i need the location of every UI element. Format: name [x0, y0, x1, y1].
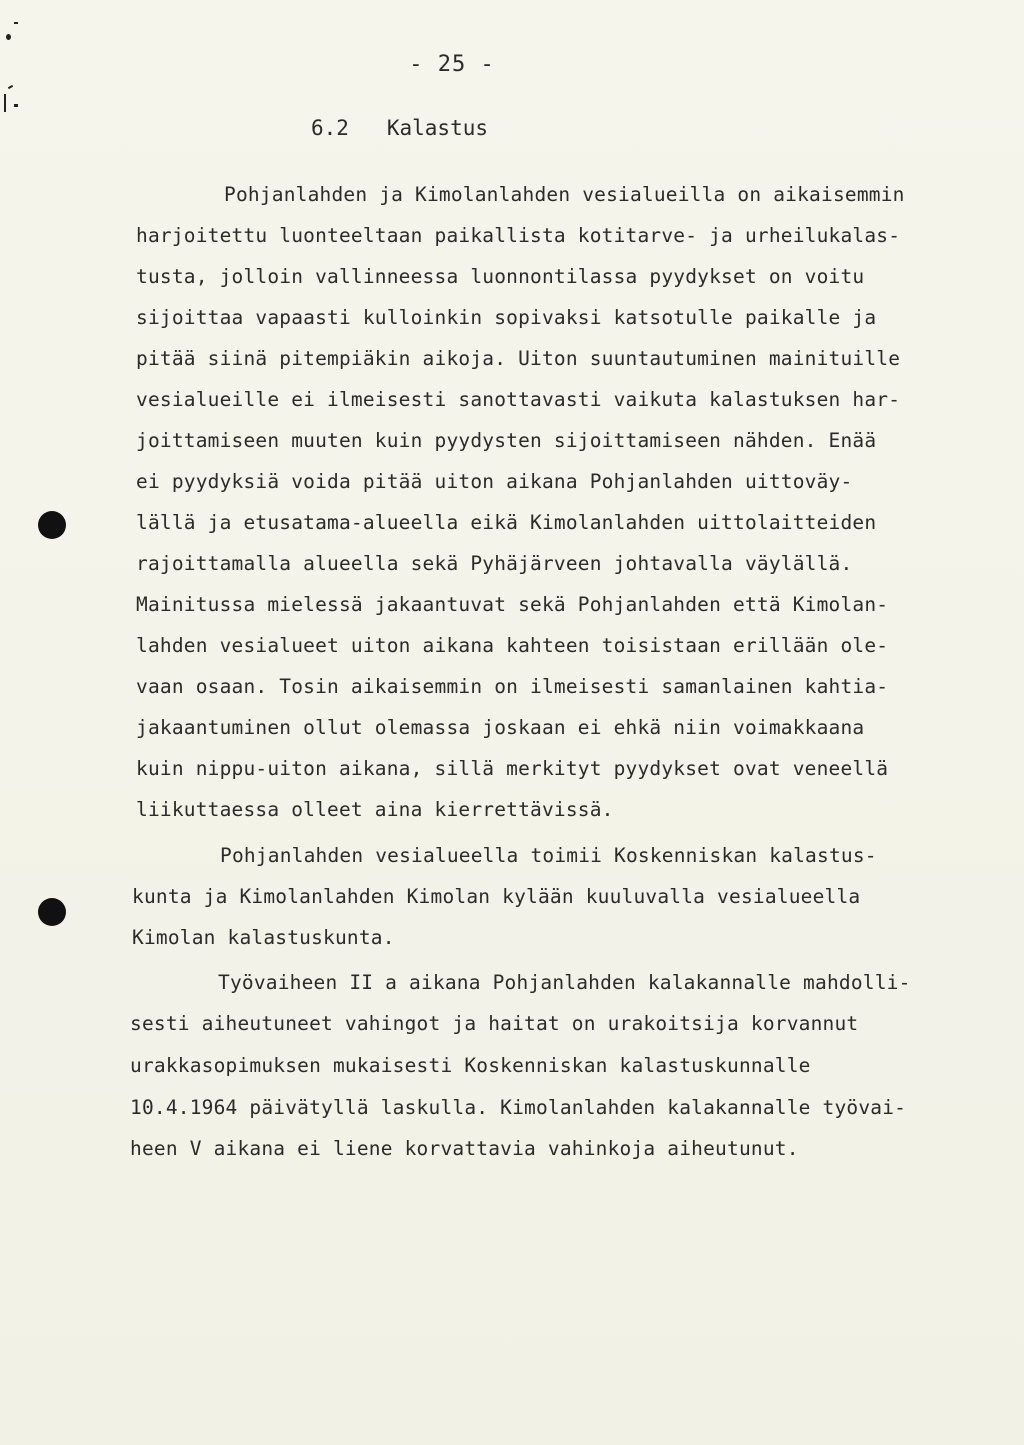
- text-line: rajoittamalla alueella sekä Pyhäjärveen johtavalla väylällä.: [136, 552, 853, 575]
- text-line: ei pyydyksiä voida pitää uiton aikana Pohjanlahden uittoväy-: [136, 470, 853, 493]
- text-line: joittamiseen muuten kuin pyydysten sijoittamiseen nähden. Enää: [136, 429, 877, 452]
- scan-mark: [14, 104, 18, 107]
- text-line: harjoitettu luonteeltaan paikallista kotitarve- ja urheilukalas-: [136, 224, 901, 247]
- scan-mark: [14, 22, 18, 24]
- text-line: Kimolan kalastuskunta.: [132, 926, 395, 949]
- punch-hole: [38, 898, 66, 926]
- scan-mark: [4, 94, 6, 112]
- text-line: pitää siinä pitempiäkin aikoja. Uiton suuntautuminen mainituille: [136, 347, 901, 370]
- text-line: lällä ja etusatama-alueella eikä Kimolanlahden uittolaitteiden: [136, 511, 877, 534]
- text-line: Pohjanlahden vesialueella toimii Koskenniskan kalastus-: [220, 844, 877, 867]
- text-line: lahden vesialueet uiton aikana kahteen toisistaan erillään ole-: [136, 634, 889, 657]
- scan-mark: [6, 34, 11, 40]
- text-line: Pohjanlahden ja Kimolanlahden vesialueilla on aikaisemmin: [224, 183, 905, 206]
- text-line: vaan osaan. Tosin aikaisemmin on ilmeisesti samanlainen kahtia-: [136, 675, 889, 698]
- text-line: kunta ja Kimolanlahden Kimolan kylään kuuluvalla vesialueella: [132, 885, 861, 908]
- text-line: jakaantuminen ollut olemassa joskaan ei ehkä niin voimakkaana: [136, 716, 865, 739]
- punch-hole: [38, 511, 66, 539]
- text-line: Mainitussa mielessä jakaantuvat sekä Pohjanlahden että Kimolan-: [136, 593, 889, 616]
- section-heading: 6.2 Kalastus: [311, 116, 489, 140]
- text-line: Työvaiheen II a aikana Pohjanlahden kalakannalle mahdolli-: [218, 971, 911, 994]
- text-line: vesialueille ei ilmeisesti sanottavasti vaikuta kalastuksen har-: [136, 388, 901, 411]
- text-line: tusta, jolloin vallinneessa luonnontilassa pyydykset on voitu: [136, 265, 865, 288]
- text-line: 10.4.1964 päivätyllä laskulla. Kimolanlahden kalakannalle työvai-: [130, 1096, 907, 1119]
- text-line: kuin nippu-uiton aikana, sillä merkityt pyydykset ovat veneellä: [136, 757, 889, 780]
- text-line: heen V aikana ei liene korvattavia vahinkoja aiheutunut.: [130, 1137, 799, 1160]
- text-line: liikuttaessa olleet aina kierrettävissä.: [136, 798, 614, 821]
- text-line: urakkasopimuksen mukaisesti Koskenniskan kalastuskunnalle: [130, 1054, 811, 1077]
- text-line: sesti aiheutuneet vahingot ja haitat on urakoitsija korvannut: [130, 1012, 859, 1035]
- scan-mark: [8, 85, 13, 89]
- page-number: - 25 -: [409, 52, 495, 77]
- text-line: sijoittaa vapaasti kulloinkin sopivaksi katsotulle paikalle ja: [136, 306, 877, 329]
